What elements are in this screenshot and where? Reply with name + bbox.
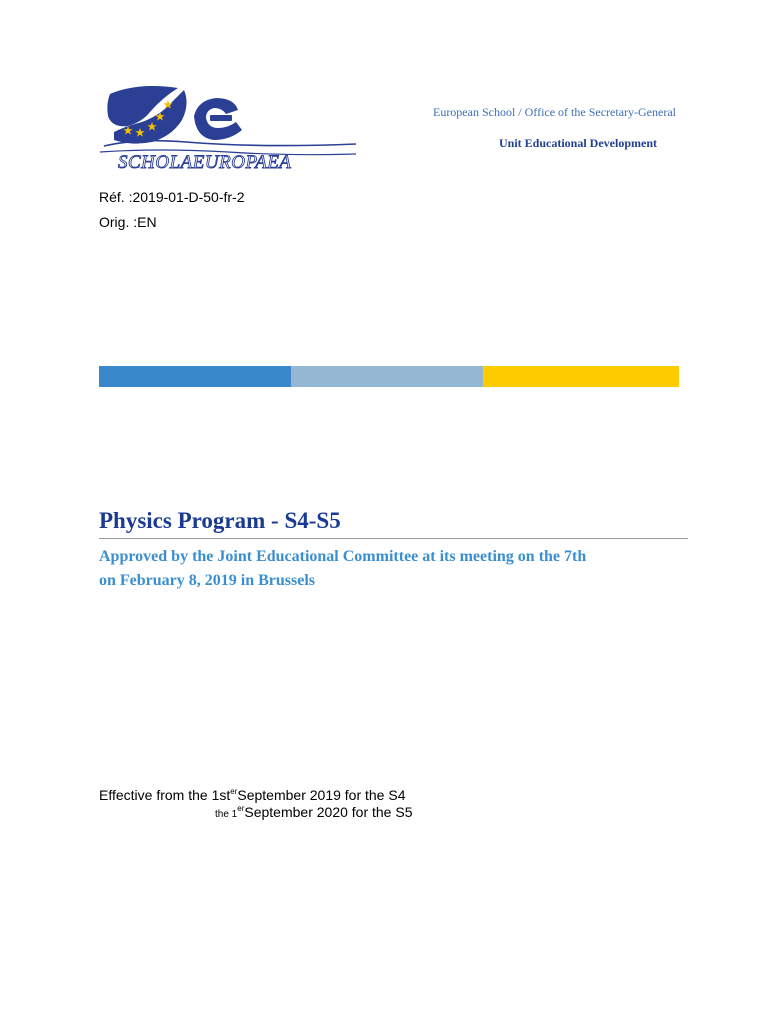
effective-line-2-sup: er [237,804,245,813]
logo-wordmark: SCHOLAEUROPAEA [118,152,292,173]
document-title: Physics Program - S4-S5 [99,508,341,533]
color-bar-segment [483,366,679,387]
effective-line-2-suffix: September 2020 for the S5 [244,804,413,820]
approval-subtitle-line-1: Approved by the Joint Educational Committee at its meeting on the 7th [99,548,587,565]
office-line: European School / Office of the Secretary-General [432,105,676,119]
effective-line-1-suffix: September 2019 for the S4 [237,787,406,803]
effective-date-line-1 [99,787,405,803]
schola-europaea-logo [98,82,360,176]
effective-date-line-2 [215,804,412,820]
approval-subtitle [99,545,679,593]
effective-line-1-prefix: Effective from the 1st [99,787,231,803]
unit-line: Unit Educational Development [498,136,657,150]
approval-subtitle-line-2: on February 8, 2019 in Brussels [99,572,316,589]
color-bar-segment [291,366,483,387]
effective-line-2-prefix: the 1 [215,809,238,820]
effective-line-1-sup: er [230,787,238,796]
color-bar-segment [99,366,291,387]
color-bar [99,366,679,387]
title-divider [99,538,688,539]
original-language: Orig. :EN [99,214,157,230]
reference-number: Réf. :2019-01-D-50-fr-2 [99,189,245,205]
